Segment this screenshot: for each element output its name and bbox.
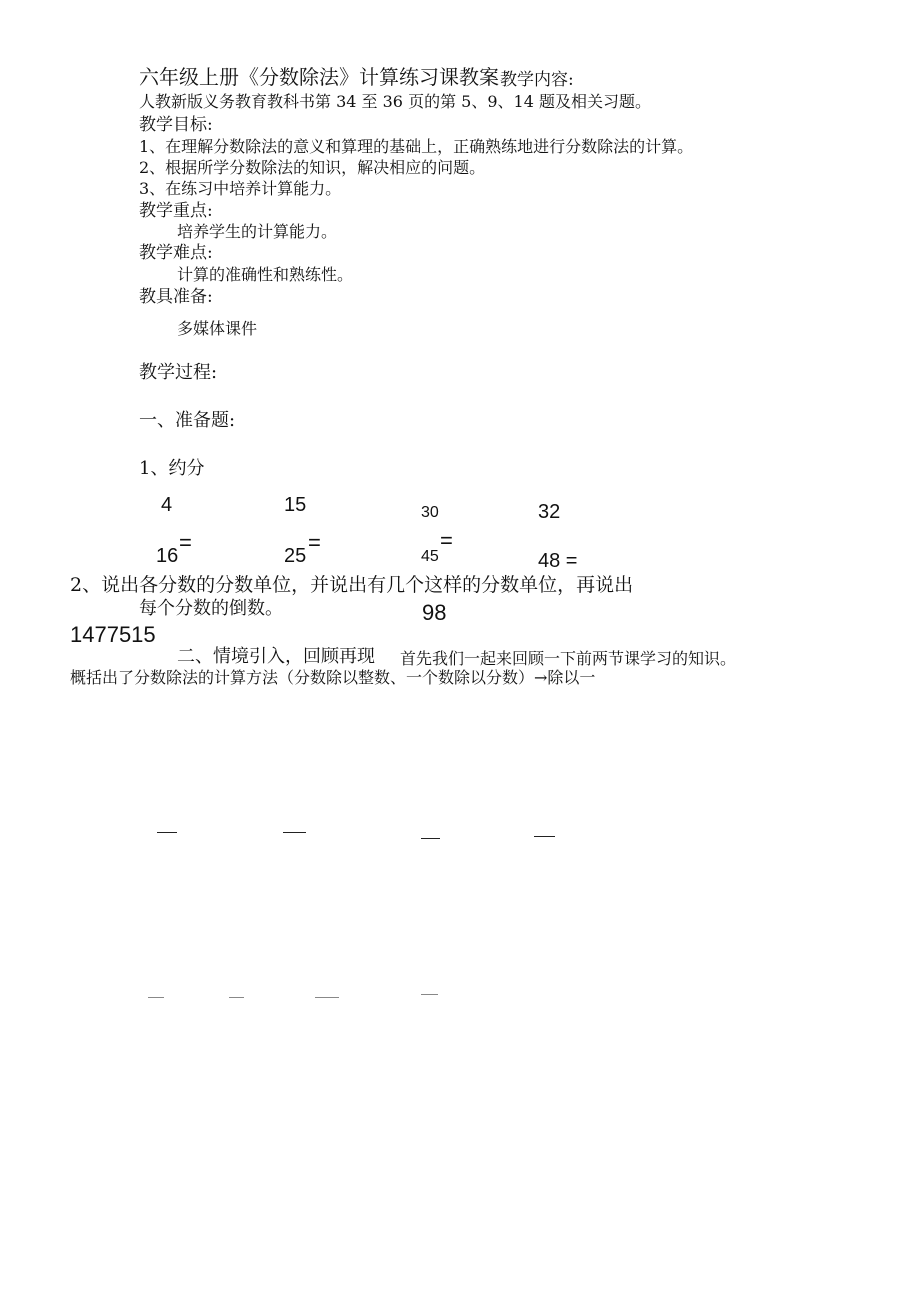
fraction-denominator: 25 [284,545,307,567]
fraction-bar [315,997,339,998]
fraction-bar [421,838,440,839]
item2-number: 98 [422,600,447,625]
fraction-bar [283,832,306,833]
summary-text: 概括出了分数除法的计算方法（分数除以整数、一个数除以分数）→除以一 [70,668,596,687]
objective-item: 2、根据所学分数除法的知识，解决相应的问题。 [139,158,486,177]
prep-text: 多媒体课件 [177,319,258,338]
digits-row: 1477515 [70,622,156,647]
item2-line1: 2、说出各分数的分数单位，并说出有几个这样的分数单位，再说出 [70,574,634,596]
fraction-bar [534,836,555,837]
objective-item: 3、在练习中培养计算能力。 [139,179,342,198]
key-text: 培养学生的计算能力。 [177,222,338,241]
content-label: 教学内容: [500,70,574,90]
fraction-bar [229,997,244,998]
equals-sign: = [179,530,192,555]
fraction-bar [148,997,164,998]
item1-label: 1、约分 [139,458,205,479]
equals-sign: = [308,530,321,555]
fraction-bar [421,994,438,995]
objective-item: 1、在理解分数除法的意义和算理的基础上，正确熟练地进行分数除法的计算。 [139,137,694,156]
prep-heading: 教具准备: [139,287,213,307]
difficulty-text: 计算的准确性和熟练性。 [177,265,354,284]
objectives-heading: 教学目标: [139,115,213,135]
difficulty-heading: 教学难点: [139,243,213,263]
equals-sign: = [440,528,453,553]
process-heading: 教学过程: [139,362,218,383]
fraction-numerator: 15 [284,494,307,516]
section1-heading: 一、准备题: [139,410,236,431]
key-heading: 教学重点: [139,201,213,221]
section2-heading: 二、情境引入，回顾再现 [177,646,375,667]
section2-text: 首先我们一起来回顾一下前两节课学习的知识。 [400,649,737,668]
fraction-bar [157,832,177,833]
document-title: 六年级上册《分数除法》计算练习课教案 [139,65,499,89]
fraction-numerator: 32 [538,501,561,523]
fraction-denominator: 16 [156,545,179,567]
fraction-denominator: 48 = [538,550,578,572]
content-text: 人教新版义务教育教科书第 34 至 36 页的第 5、9、14 题及相关习题。 [139,92,651,111]
fraction-denominator: 45 [421,548,439,565]
fraction-numerator: 30 [421,504,439,521]
fraction-numerator: 4 [161,494,173,516]
item2-line2: 每个分数的倒数。 [139,598,283,619]
